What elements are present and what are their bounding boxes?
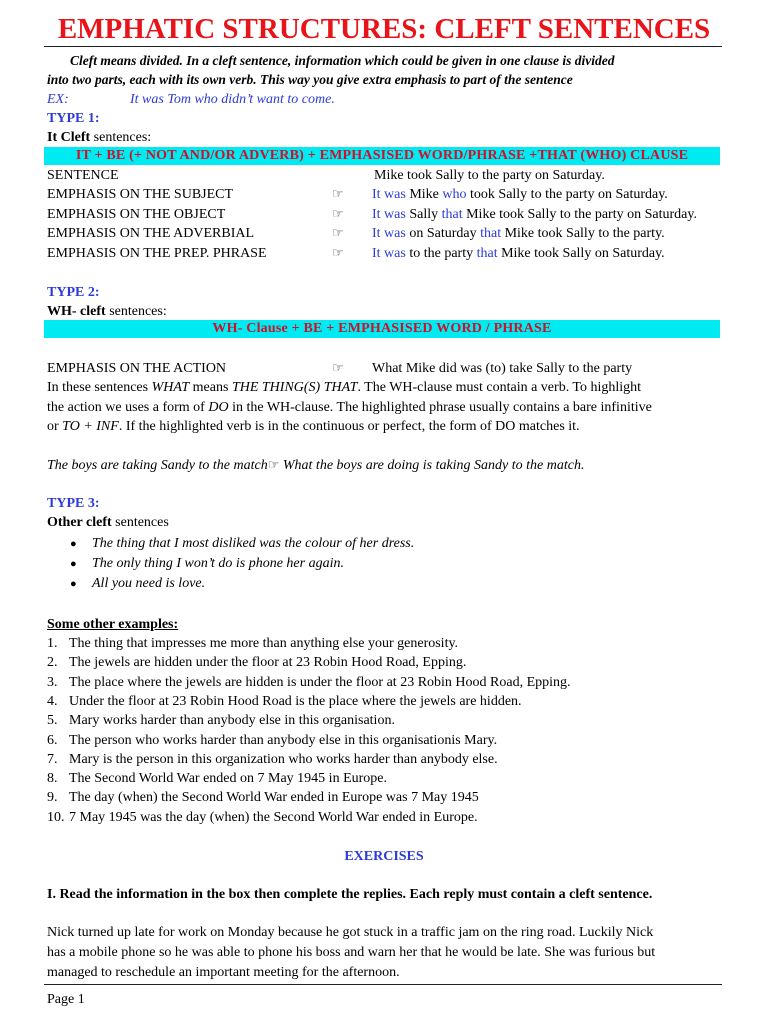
type3-heading: TYPE 3: [47,496,100,511]
text-run: or [47,419,63,434]
example-before: The boys are taking Sandy to the match [47,458,268,473]
page-title: EMPHATIC STRUCTURES: CLEFT SENTENCES [57,13,711,45]
intro-line-2: into two parts, each with its own verb. This way you give extra emphasis to part of the sentence [47,72,573,87]
text-run: . If the highlighted verb is in the continuous or perfect, the form of DO matches it. [118,419,580,434]
highlight-connector: that [476,246,498,261]
bullet-item: The thing that I most disliked was the colour of her dress. [92,536,415,551]
emphasised-part: on Saturday [405,226,481,241]
list-text: The Second World War ended on 7 May 1945 in Europe. [69,771,387,787]
list-item [47,808,478,827]
page-number: Page 1 [47,992,85,1007]
text-run: the action we uses a form of [47,400,209,415]
highlight-it-was: It was [372,207,406,222]
text-run: means [189,380,232,395]
list-item [47,653,466,672]
type1-sub-bold: It Cleft [47,130,91,145]
list-text: The jewels are hidden under the floor at 23 Robin Hood Road, Epping. [69,655,467,671]
text-run: in the WH-clause. The highlighted phrase usually contains a bare infinitive [228,400,652,415]
italic-run: DO [208,400,229,415]
example-text: It was Tom who didn’t want to come. [130,92,335,107]
type2-formula-band: WH- Clause + BE + EMPHASISED WORD / PHRASE [44,320,720,338]
list-number: 1. [47,636,58,651]
type2-paragraph-line-2 [47,398,652,417]
remaining-clause: Mike took Sally to the party. [501,226,665,241]
bullet-icon: ● [70,578,77,590]
emphasis-row-label: EMPHASIS ON THE PREP. PHRASE [47,246,267,261]
list-number: 6. [47,732,58,748]
pointing-hand-icon: ☞ [332,206,344,221]
list-item [47,769,387,788]
type3-sub-bold: Other cleft [47,515,112,530]
emphasis-row-example [372,224,665,243]
type1-formula-band: IT + BE (+ NOT AND/OR ADVERB) + EMPHASISED WORD/PHRASE +THAT (WHO) CLAUSE [44,147,720,165]
list-item [47,788,479,807]
list-item [47,673,571,692]
italic-run: WHAT [151,380,190,395]
type2-paragraph-line-3 [47,417,580,436]
highlight-connector: who [442,187,467,202]
list-text: Mary works harder than anybody else in this organisation. [69,713,395,729]
list-number: 8. [47,771,58,787]
example-after: What the boys are doing is taking Sandy to the match. [279,458,585,473]
exercise-paragraph-line: Nick turned up late for work on Monday because he got stuck in a traffic jam on the ring road. Luckily Nick [47,925,654,940]
list-number: 9. [47,790,58,806]
type3-sub-rest: sentences [111,515,169,530]
text-run: . The WH-clause must contain a verb. To highlight [357,380,642,395]
emphasised-part: to the party [405,246,477,261]
type1-sub-rest: sentences: [90,130,152,145]
list-item [47,750,498,769]
pointing-hand-icon: ☞ [332,245,344,260]
emphasis-row-example [372,205,697,224]
remaining-clause: took Sally to the party on Saturday. [466,187,668,202]
remaining-clause: Mike took Sally on Saturday. [497,246,665,261]
exercise-instruction: I. Read the information in the box then complete the replies. Each reply must contain a cleft sentence. [47,887,653,902]
type3-subheading [47,513,169,532]
italic-run: THE THING(S) THAT [231,380,358,395]
list-text: The thing that impresses me more than anything else your generosity. [69,636,459,651]
list-text: The place where the jewels are hidden is under the floor at 23 Robin Hood Road, Epping. [69,674,571,690]
list-text: The day (when) the Second World War ended in Europe was 7 May 1945 [69,790,479,806]
highlight-it-was: It was [372,246,406,261]
pointing-hand-icon: ☞ [332,360,344,375]
list-number: 4. [47,693,58,709]
emphasis-row-label: EMPHASIS ON THE ADVERBIAL [47,226,255,241]
example-label: EX: [47,92,69,107]
italic-run: TO + INF [62,419,119,434]
sentence-text: Mike took Sally to the party on Saturday. [374,168,605,183]
other-examples-heading: Some other examples: [47,617,179,632]
list-item [47,711,395,730]
list-number: 5. [47,713,58,729]
exercise-paragraph-line: has a mobile phone so he was able to phone his boss and warn her that he would be late. She was furious but [47,945,656,960]
list-number: 10. [47,809,65,825]
text-run: In these sentences [47,380,152,395]
title-divider [44,46,722,47]
emphasised-part: Sally [405,207,442,222]
pointing-hand-icon: ☞ [332,186,344,201]
type2-paragraph-line-1 [47,378,641,397]
emphasis-row-label: EMPHASIS ON THE SUBJECT [47,187,234,202]
bullet-icon: ● [70,558,77,570]
list-number: 3. [47,674,58,690]
bullet-item: All you need is love. [92,576,206,591]
list-text: Under the floor at 23 Robin Hood Road is the place where the jewels are hidden. [69,693,522,709]
type2-example [47,455,584,475]
list-number: 2. [47,655,58,671]
remaining-clause: Mike took Sally to the party on Saturday. [462,207,697,222]
type1-subheading [47,128,151,147]
type2-sub-rest: sentences: [105,304,167,319]
highlight-connector: that [480,226,502,241]
intro-line-1: Cleft means divided. In a cleft sentence, information which could be given in one clause is divided [70,53,615,68]
highlight-connector: that [441,207,463,222]
footer-divider [44,984,722,985]
list-number: 7. [47,751,58,767]
pointing-hand-icon: ☞ [332,225,344,240]
type1-heading: TYPE 1: [47,111,100,126]
exercises-heading: EXERCISES [344,849,424,864]
bullet-item: The only thing I won’t do is phone her again. [92,556,344,571]
list-item [47,692,522,711]
emphasis-row-label: EMPHASIS ON THE OBJECT [47,207,226,222]
emphasis-row-example [372,185,668,204]
sentence-label: SENTENCE [47,168,119,183]
emphasis-row-example [372,244,665,263]
highlight-it-was: It was [372,187,406,202]
highlight-it-was: It was [372,226,406,241]
list-item [47,634,458,653]
pointing-hand-icon: ☞ [267,457,280,472]
bullet-icon: ● [70,538,77,550]
action-text: What Mike did was (to) take Sally to the party [372,361,633,376]
exercise-paragraph-line: managed to reschedule an important meeting for the afternoon. [47,965,400,980]
type2-heading: TYPE 2: [47,285,100,300]
emphasised-part: Mike [405,187,443,202]
list-item [47,731,497,750]
list-text: The person who works harder than anybody else in this organisationis Mary. [69,732,498,748]
list-text: 7 May 1945 was the day (when) the Second World War ended in Europe. [69,809,478,825]
type2-subheading [47,302,167,321]
list-text: Mary is the person in this organization who works harder than anybody else. [69,751,498,767]
action-label: EMPHASIS ON THE ACTION [47,361,227,376]
type2-sub-bold: WH- cleft [47,304,106,319]
